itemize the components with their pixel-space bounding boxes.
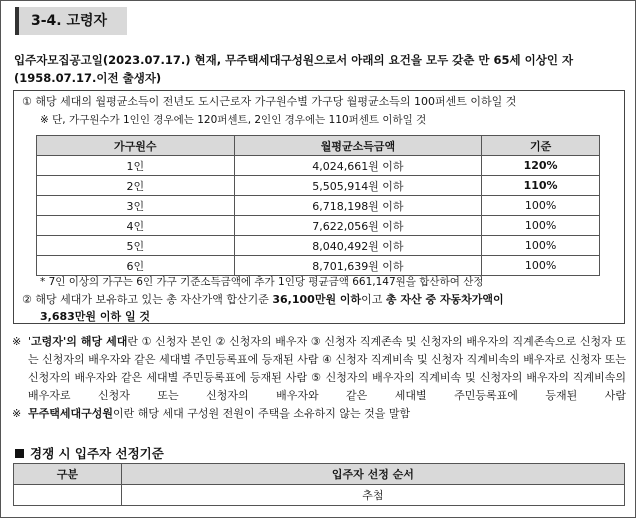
note-mark: ※ (12, 407, 22, 420)
selection-criteria-title (15, 444, 164, 462)
household-size: 1인 (37, 156, 235, 176)
header-monthly-income: 월평균소득금액 (234, 136, 482, 156)
section-title-text: 고령자 (66, 13, 108, 29)
income-standard: 100% (482, 216, 600, 236)
condition-2-mark: ② (22, 293, 32, 306)
note-1-text: 란 ① 신청자 본인 ② 신청자의 배우자 ③ 신청자 직계존속 및 신청자의 배우자의 직계존속으로 신청자 또는 신청자의 배우자와 같은 세대별 주민등록표에 등재된 사람 ④ 신청자 직계비속 및 신청자 직계비속의 배우자로 신청자 또는 신청자의 배우자와 같은 세대별 주민등록표에 등재된 사람 ⑤ 신청자의 배우자의 직계비속 및 신청자의 배우자의 직계비속의 배우자로 신청자 또는 신청자의 배우자와 같은 세대별 주민등록표에 등재된 사람 (28, 335, 626, 402)
selection-table (13, 463, 625, 506)
condition-1-text: 해당 세대의 월평균소득이 전년도 도시근로자 가구원수별 가구당 월평균소득의 100퍼센트 이하일 것 (35, 95, 517, 108)
table-row (37, 176, 600, 196)
household-size: 2인 (37, 176, 235, 196)
income-amount: 6,718,198원 이하 (234, 196, 482, 216)
header-standard: 기준 (482, 136, 600, 156)
car-value-limit: 3,683만원 이하 일 것 (40, 310, 151, 323)
condition-2-text-b: 이고 (361, 293, 386, 306)
household-size: 5인 (37, 236, 235, 256)
section-number: 3-4. (31, 13, 62, 29)
header-selection-order: 입주자 선정 순서 (121, 464, 624, 485)
income-standard: 100% (482, 236, 600, 256)
asset-limit: 36,100만원 이하 (272, 293, 362, 306)
household-size: 3인 (37, 196, 235, 216)
eligibility-intro (14, 51, 624, 87)
note-1-quote-open: ' (28, 335, 32, 348)
income-standard: 110% (482, 176, 600, 196)
selection-order: 추첨 (121, 485, 624, 506)
income-amount: 4,024,661원 이하 (234, 156, 482, 176)
conditions-box (13, 90, 625, 324)
header-household-size: 가구원수 (37, 136, 235, 156)
income-standard: 120% (482, 156, 600, 176)
condition-2-text-a: 해당 세대가 보유하고 있는 총 자산가액 합산기준 (35, 293, 273, 306)
income-amount: 8,040,492원 이하 (234, 236, 482, 256)
table-row (37, 156, 600, 176)
income-table (36, 135, 600, 276)
note-1-body (28, 333, 626, 405)
table-row (14, 485, 625, 506)
table-row (37, 196, 600, 216)
note-mark: ※ (12, 335, 22, 348)
income-amount: 7,622,056원 이하 (234, 216, 482, 236)
header-category: 구분 (14, 464, 122, 485)
definitions-notes (12, 333, 626, 423)
note-homeless-definition (12, 405, 626, 423)
condition-1 (22, 94, 516, 110)
section-title (15, 7, 127, 35)
household-size: 6인 (37, 256, 235, 276)
note-2-text: 이란 해당 세대 구성원 전원이 주택을 소유하지 않는 것을 말함 (113, 407, 411, 420)
note-1-term-suffix: '의 해당 세대 (62, 335, 128, 348)
selection-table-header (14, 464, 625, 485)
note-household-definition (12, 333, 626, 405)
note-1-term: 고령자 (31, 335, 63, 348)
income-standard: 100% (482, 256, 600, 276)
table-row (37, 216, 600, 236)
note-2-term: 무주택세대구성원 (28, 407, 114, 420)
condition-1-note: ※ 단, 가구원수가 1인인 경우에는 120퍼센트, 2인인 경우에는 110퍼센트 이하일 것 (40, 114, 427, 126)
table-row (37, 236, 600, 256)
income-footnote: * 7인 이상의 가구는 6인 가구 기준소득금액에 추가 1인당 평균금액 661,147원을 합산하여 산정 (40, 276, 484, 288)
selection-category (14, 485, 122, 506)
income-standard: 100% (482, 196, 600, 216)
table-row (37, 256, 600, 276)
intro-line-2: (1958.07.17.이전 출생자) (14, 71, 162, 85)
income-amount: 5,505,914원 이하 (234, 176, 482, 196)
selection-title-text: 경쟁 시 입주자 선정기준 (30, 446, 164, 461)
income-table-header (37, 136, 600, 156)
note-2-body (28, 405, 626, 423)
condition-1-mark: ① (22, 95, 32, 108)
car-value-label: 총 자산 중 자동차가액이 (385, 293, 504, 306)
condition-2 (22, 292, 504, 308)
income-amount: 8,701,639원 이하 (234, 256, 482, 276)
square-bullet-icon (15, 449, 24, 458)
intro-line-1: 입주자모집공고일(2023.07.17.) 현재, 무주택세대구성원으로서 아래의 요건을 모두 갖춘 만 65세 이상인 자 (14, 53, 574, 67)
household-size: 4인 (37, 216, 235, 236)
